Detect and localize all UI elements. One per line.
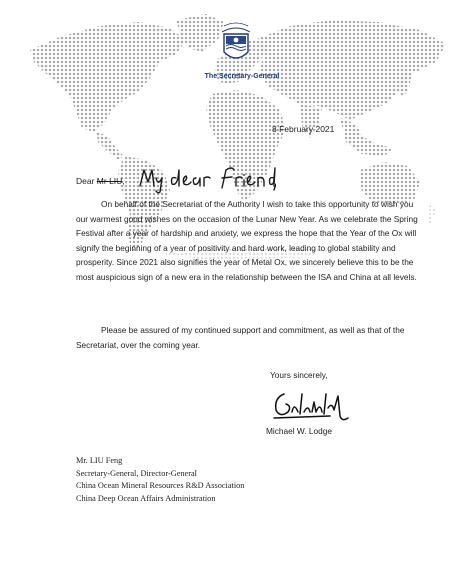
recipient-organization-2: China Deep Ocean Affairs Administration (76, 493, 216, 503)
secretary-general-heading: The Secretary-General (204, 73, 280, 80)
paragraph-1-text: On behalf of the Secretariat of the Authority I wish to take this opportunity to wish you our warmest good wishes on the occasion of the Lunar New Year. As we celebrate the Spring Festival after a year of hardship and anxiety, we express the hope that the Year of the Ox will signify the beginning of a year of positivity and hard work, leading to global stability and prosperity. Since 2021 also signifies the year of Metal Ox, we sincerely believe this to be the most auspicious sign of a new era in the relationship between the ISA and China at all levels. (76, 199, 418, 282)
central-america-shape (96, 132, 124, 160)
letter-paragraph-2 (76, 323, 422, 352)
salutation-comma: , (122, 176, 125, 186)
closing: Yours sincerely, (270, 370, 328, 380)
letter-paragraph-1 (76, 197, 422, 284)
recipient-block (76, 455, 336, 505)
handwritten-salutation-signature (136, 164, 276, 194)
signatory-name: Michael W. Lodge (266, 426, 332, 436)
new-zealand-shape (426, 204, 436, 226)
paragraph-2-text: Please be assured of my continued support and commitment, as well as that of the Secretariat, over the coming year. (76, 325, 405, 350)
isa-emblem-icon (216, 22, 256, 68)
recipient-organization-1: China Ocean Mineral Resources R&D Association (76, 481, 245, 490)
north-america-shape (30, 22, 186, 132)
recipient-title: Secretary-General, Director-General (76, 468, 197, 478)
struck-recipient-name: Mr LIU (96, 176, 123, 186)
southeast-asia-shape (340, 118, 394, 156)
recipient-name: Mr. LIU Feng (76, 456, 123, 465)
letter-date: 8 February 2021 (272, 124, 335, 134)
asia-shape (254, 20, 446, 120)
salutation-prefix: Dear (76, 176, 97, 186)
salutation (76, 176, 125, 186)
handwritten-signature (272, 388, 350, 424)
